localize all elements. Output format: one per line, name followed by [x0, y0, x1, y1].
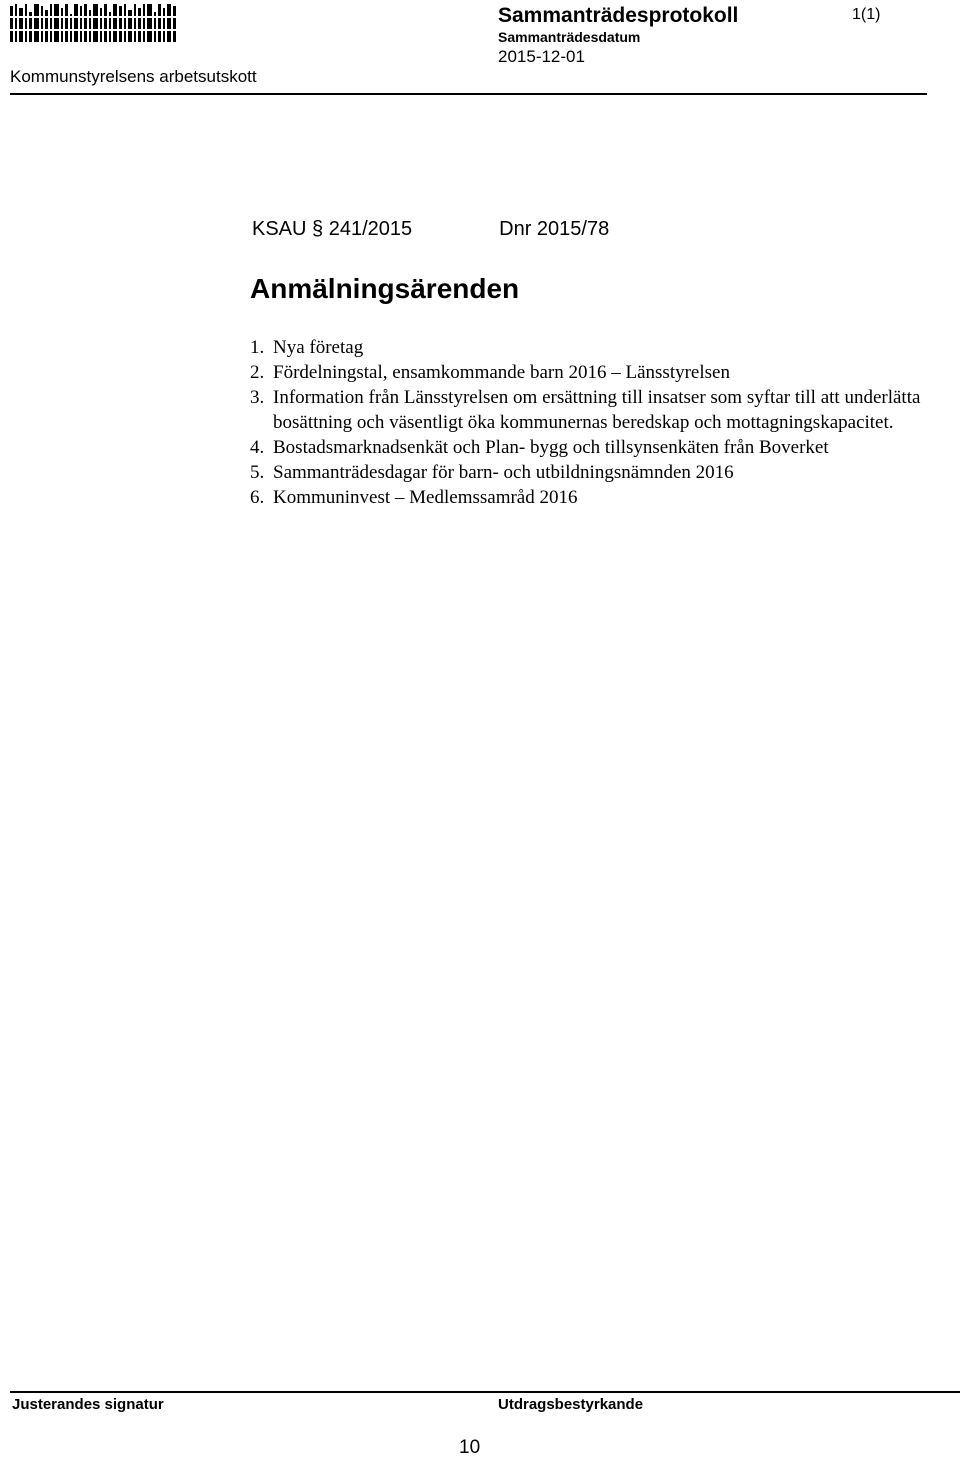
list-item	[250, 485, 930, 510]
list-item	[250, 460, 930, 485]
list-item-number: 5.	[250, 462, 265, 483]
list-item-number: 3.	[250, 387, 265, 408]
list-item-text: Bostadsmarknadsenkät och Plan- bygg och tillsynsenkäten från Boverket	[273, 437, 829, 458]
page-number: 10	[459, 1437, 481, 1458]
municipality-logo-icon	[10, 2, 178, 44]
list-item-text: Fördelningstal, ensamkommande barn 2016 – Länsstyrelsen	[273, 362, 730, 383]
paragraph-number: KSAU § 241/2015	[252, 218, 413, 240]
list-item	[250, 335, 930, 360]
organization-unit: Kommunstyrelsens arbetsutskott	[10, 67, 257, 86]
extract-certification-label: Utdragsbestyrkande	[498, 1396, 644, 1413]
list-item-number: 6.	[250, 487, 265, 508]
notification-list	[250, 335, 930, 510]
footer-divider	[10, 1391, 960, 1393]
meeting-date-label: Sammanträdesdatum	[498, 29, 641, 45]
header-divider	[10, 93, 927, 95]
list-item	[250, 385, 930, 435]
list-item-number: 1.	[250, 337, 265, 358]
diary-number: Dnr 2015/78	[499, 218, 610, 240]
list-item-text: Kommuninvest – Medlemssamråd 2016	[273, 487, 578, 508]
list-item-text: Nya företag	[273, 337, 364, 358]
case-reference	[252, 218, 609, 241]
page-count: 1(1)	[852, 6, 881, 23]
list-item-number: 4.	[250, 437, 265, 458]
list-item	[250, 435, 930, 460]
list-item-text: Information från Länsstyrelsen om ersättning till insatser som syftar till att underlätta bosättning och väsentligt öka kommunernas beredskap och mottagningskapacitet.	[273, 387, 921, 433]
list-item-text: Sammanträdesdagar för barn- och utbildningsnämnden 2016	[273, 462, 734, 483]
list-item	[250, 360, 930, 385]
document-title: Sammanträdesprotokoll	[498, 4, 739, 27]
section-heading: Anmälningsärenden	[250, 273, 520, 304]
signature-label: Justerandes signatur	[12, 1396, 164, 1413]
list-item-number: 2.	[250, 362, 265, 383]
meeting-date-value: 2015-12-01	[498, 47, 585, 66]
